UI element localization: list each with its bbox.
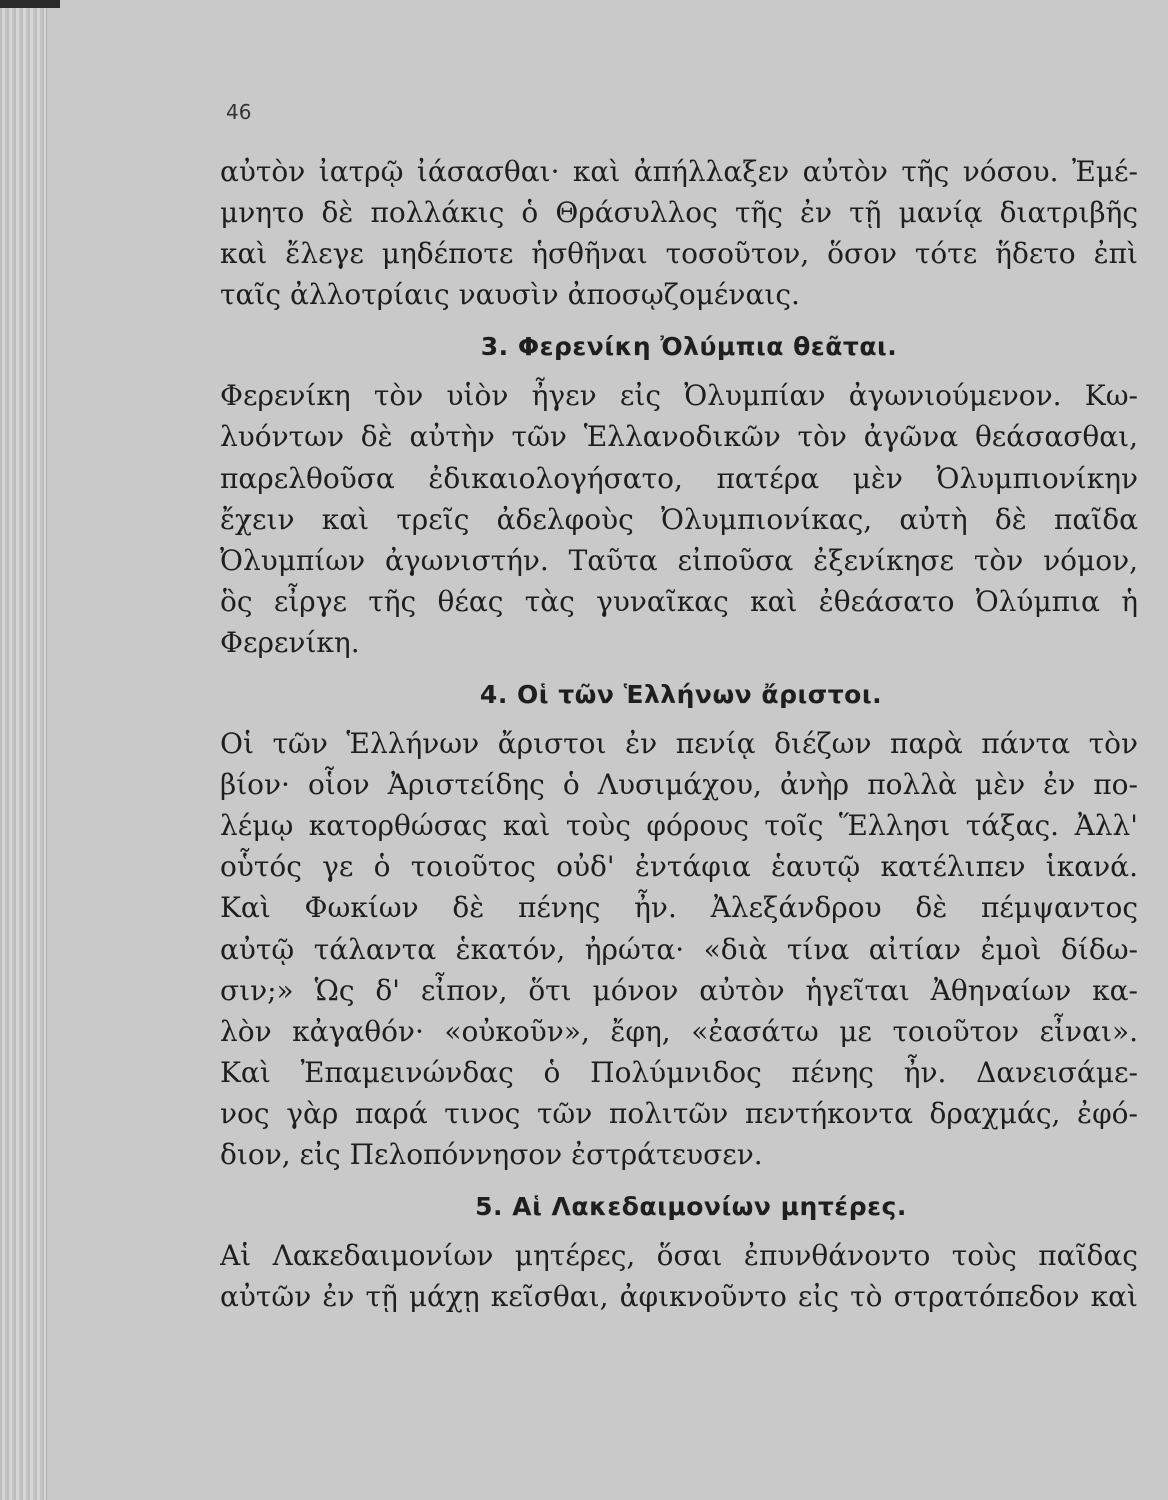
text-line: λὸν κἀγαθόν· «οὐκοῦν», ἔφη, «ἐασάτω με τοιοῦτον εἶναι». — [220, 1014, 1138, 1048]
text-line: αὐτῶν ἐν τῇ μάχῃ κεῖσθαι, ἀφικνοῦντο εἰς τὸ στρατόπεδον καὶ — [220, 1280, 1138, 1314]
text-line: βίον· οἷον Ἀριστείδης ὁ Λυσιμάχου, ἀνὴρ πολλὰ μὲν ἐν πο- — [220, 768, 1138, 802]
text-line: παρελθοῦσα ἐδικαιολογήσατο, πατέρα μὲν Ὀλυμπιονίκην — [220, 461, 1138, 495]
text-line: μνητο δὲ πολλάκις ὁ Θράσυλλος τῆς ἐν τῇ μανίᾳ διατριβῆς — [220, 196, 1138, 230]
page-number: 46 — [226, 100, 252, 124]
text-line: αὐτῷ τάλαντα ἑκατόν, ἠρώτα· «διὰ τίνα αἰτίαν ἐμοὶ δίδω- — [220, 932, 1138, 966]
text-line: αὐτὸν ἰατρῷ ἰάσασθαι· καὶ ἀπήλλαξεν αὐτὸν τῆς νόσου. Ἐμέ- — [220, 155, 1138, 188]
section-heading-3: 3. Φερενίκη Ὀλύμπια θεᾶται. — [480, 332, 898, 362]
page-text — [220, 152, 1138, 1318]
text-line: ταῖς ἀλλοτρίαις ναυσὶν ἀποσῳζομέναις. — [220, 278, 800, 312]
book-page-edge — [0, 0, 47, 1500]
section-heading-5: 5. Αἱ Λακεδαιμονίων μητέρες. — [475, 1192, 907, 1222]
text-line: Αἱ Λακεδαιμονίων μητέρες, ὅσαι ἐπυνθάνοντο τοὺς παῖδας — [220, 1239, 1138, 1273]
text-line: Καὶ Φωκίων δὲ πένης ἦν. Ἀλεξάνδρου δὲ πέμψαντος — [220, 891, 1138, 925]
text-line: σιν;» Ὡς δ' εἶπον, ὅτι μόνον αὐτὸν ἡγεῖται Ἀθηναίων κα- — [220, 973, 1138, 1007]
text-line: Φερενίκη τὸν υἱὸν ἦγεν εἰς Ὀλυμπίαν ἀγωνιούμενον. Κω- — [220, 379, 1138, 413]
text-line: νος γὰρ παρά τινος τῶν πολιτῶν πεντήκοντα δραχμάς, ἐφό- — [220, 1096, 1138, 1130]
section-heading-4: 4. Οἱ τῶν Ἑλλήνων ἄριστοι. — [479, 680, 883, 710]
text-line: Καὶ Ἐπαμεινώνδας ὁ Πολύμνιδος πένης ἦν. Δανεισάμε- — [220, 1055, 1138, 1089]
text-line: Οἱ τῶν Ἑλλήνων ἄριστοι ἐν πενίᾳ διέζων παρὰ πάντα τὸν — [220, 727, 1138, 761]
text-line: οὗτός γε ὁ τοιοῦτος οὐδ' ἐντάφια ἑαυτῷ κατέλιπεν ἱκανά. — [220, 850, 1138, 884]
text-line: ὃς εἶργε τῆς θέας τὰς γυναῖκας καὶ ἐθεάσατο Ὀλύμπια ἡ — [220, 584, 1138, 618]
text-line: Φερενίκη. — [220, 625, 360, 659]
text-line: καὶ ἔλεγε μηδέποτε ἡσθῆναι τοσοῦτον, ὅσον τότε ἥδετο ἐπὶ — [220, 237, 1138, 271]
text-line: διον, εἰς Πελοπόννησον ἐστράτευσεν. — [220, 1137, 763, 1171]
text-line: λέμῳ κατορθώσας καὶ τοὺς φόρους τοῖς Ἕλλησι τάξας. Ἀλλ' — [220, 809, 1138, 843]
text-line: Ὀλυμπίων ἀγωνιστήν. Ταῦτα εἰποῦσα ἐξενίκησε τὸν νόμον, — [220, 543, 1138, 577]
text-line: λυόντων δὲ αὐτὴν τῶν Ἑλλανοδικῶν τὸν ἀγῶνα θεάσασθαι, — [220, 420, 1138, 454]
text-line: ἔχειν καὶ τρεῖς ἀδελφοὺς Ὀλυμπιονίκας, αὐτὴ δὲ παῖδα — [220, 502, 1138, 536]
